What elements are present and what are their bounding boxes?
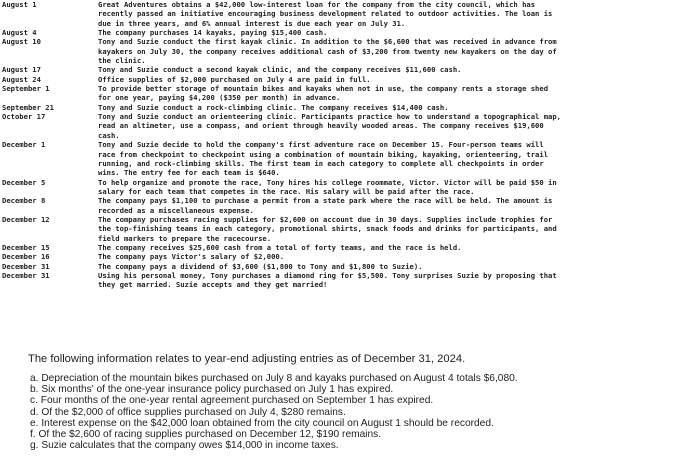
transaction-row (0, 84, 700, 103)
transaction-row (0, 28, 700, 37)
transaction-row (0, 112, 700, 140)
transaction-date: December 12 (2, 214, 50, 224)
transaction-row (0, 196, 700, 215)
adjusting-item: d. Of the $2,000 of office supplies purchased on July 4, $280 remains. (30, 406, 346, 418)
transaction-description: To help organize and promote the race, Tony hires his college roommate, Victor. Victor will be paid $50 in salary for each team that competes in the race. His salary will be paid after the race. (98, 177, 557, 196)
transaction-date: September 21 (2, 102, 54, 112)
transaction-date: December 31 (2, 270, 50, 280)
adjusting-item: a. Depreciation of the mountain bikes purchased on July 8 and kayaks purchased on August 4 totals $6,080. (30, 373, 518, 384)
transaction-row (0, 252, 700, 261)
transaction-row (0, 215, 700, 243)
transaction-date: August 4 (2, 28, 37, 38)
adjusting-item: c. Four months of the one-year rental agreement purchased on September 1 has expired. (30, 395, 434, 407)
transaction-row (0, 103, 700, 112)
transaction-description: Tony and Suzie conduct a second kayak clinic, and the company receives $11,600 cash. (98, 65, 462, 75)
transaction-date: December 8 (2, 196, 46, 206)
transaction-row (0, 262, 700, 271)
transaction-description: Tony and Suzie conduct an orienteering clinic. Participants practice how to understand a topographical map, read an altimeter, use a compass, and orient through heavily wooded areas. The company receives $19,600 cash. (98, 112, 562, 140)
transaction-row (0, 178, 700, 197)
transaction-description: Great Adventures obtains a $42,000 low-interest loan for the company from the city council, which has recently passed an initiative encouraging business development related to outdoor activities. The loan is due in three years, and 6% annual interest is due each year on July 31. (98, 0, 553, 28)
adjusting-items (0, 373, 700, 451)
transaction-row (0, 65, 700, 74)
adjusting-item: g. Suzie calculates that the company owes $14,000 in income taxes. (30, 440, 339, 452)
transaction-description: Tony and Suzie decide to hold the company's first adventure race on December 15. Four-person teams will race from checkpoint to checkpoint using a combination of mountain biking, kayaking, orienteering, trail running, and rock-climbing skills. The first team in each category to complete all checkpoints in order wins. The entry fee for each team is $640. (98, 140, 549, 178)
transaction-date: December 31 (2, 261, 50, 271)
transaction-description: Tony and Suzie conduct the first kayak clinic. In addition to the $6,600 that was received in advance from kayakers on July 30, the company receives additional cash of $3,200 from twenty new kayakers on the day of the clinic. (98, 37, 557, 66)
transaction-row (0, 243, 700, 252)
transaction-date: December 15 (2, 242, 50, 252)
transaction-row (0, 140, 700, 177)
adjusting-intro: The following information relates to year-end adjusting entries as of December 31, 2024. (28, 353, 466, 365)
adjusting-item: e. Interest expense on the $42,000 loan obtained from the city council on August 1 should be recorded. (30, 417, 494, 429)
transaction-description: The company pays $1,100 to purchase a permit from a state park where the race will be held. The amount is recorded as a miscellaneous expense. (98, 196, 553, 215)
transaction-description: Using his personal money, Tony purchases a diamond ring for $5,500. Tony surprises Suzie by proposing that they get married. Suzie accepts and they get married! (98, 270, 557, 290)
transaction-date: August 1 (2, 0, 37, 9)
transaction-date: December 1 (2, 140, 46, 150)
adjusting-item: f. Of the $2,600 of racing supplies purchased on December 12, $190 remains. (30, 429, 382, 441)
transaction-row (0, 37, 700, 65)
transaction-description: Tony and Suzie conduct a rock-climbing clinic. The company receives $14,400 cash. (98, 102, 449, 112)
transaction-description: Office supplies of $2,000 purchased on July 4 are paid in full. (98, 74, 371, 84)
transaction-description: The company receives $25,600 cash from a total of forty teams, and the race is held. (98, 242, 462, 252)
transaction-row (0, 75, 700, 84)
transaction-date: December 5 (2, 177, 46, 187)
adjusting-item: b. Six months' of the one-year insurance policy purchased on July 1 has expired. (30, 384, 394, 396)
transaction-row (0, 271, 700, 290)
transaction-date: August 17 (2, 65, 41, 75)
transaction-date: December 16 (2, 252, 50, 262)
transaction-date: August 24 (2, 74, 41, 84)
transaction-row (0, 0, 700, 28)
adjusting-entries-section (0, 352, 700, 451)
transaction-date: August 10 (2, 37, 41, 47)
transaction-description: The company pays Victor's salary of $2,000. (98, 252, 285, 262)
transaction-description: The company pays a dividend of $3,600 ($1,800 to Tony and $1,800 to Suzie). (98, 261, 423, 271)
transaction-description: The company purchases 14 kayaks, paying $15,400 cash. (98, 28, 328, 38)
transaction-date: October 17 (2, 112, 46, 122)
transaction-description: To provide better storage of mountain bikes and kayaks when not in use, the company rents a storage shed for one year, paying $4,200 ($350 per month) in advance. (98, 84, 549, 103)
transaction-date: September 1 (2, 84, 50, 94)
transaction-description: The company purchases racing supplies for $2,600 on account due in 30 days. Supplies include trophies for the top-finishing teams in each category, promotional shirts, snack foods and drinks for participants, and field markers to prepare the racecourse. (98, 214, 557, 243)
